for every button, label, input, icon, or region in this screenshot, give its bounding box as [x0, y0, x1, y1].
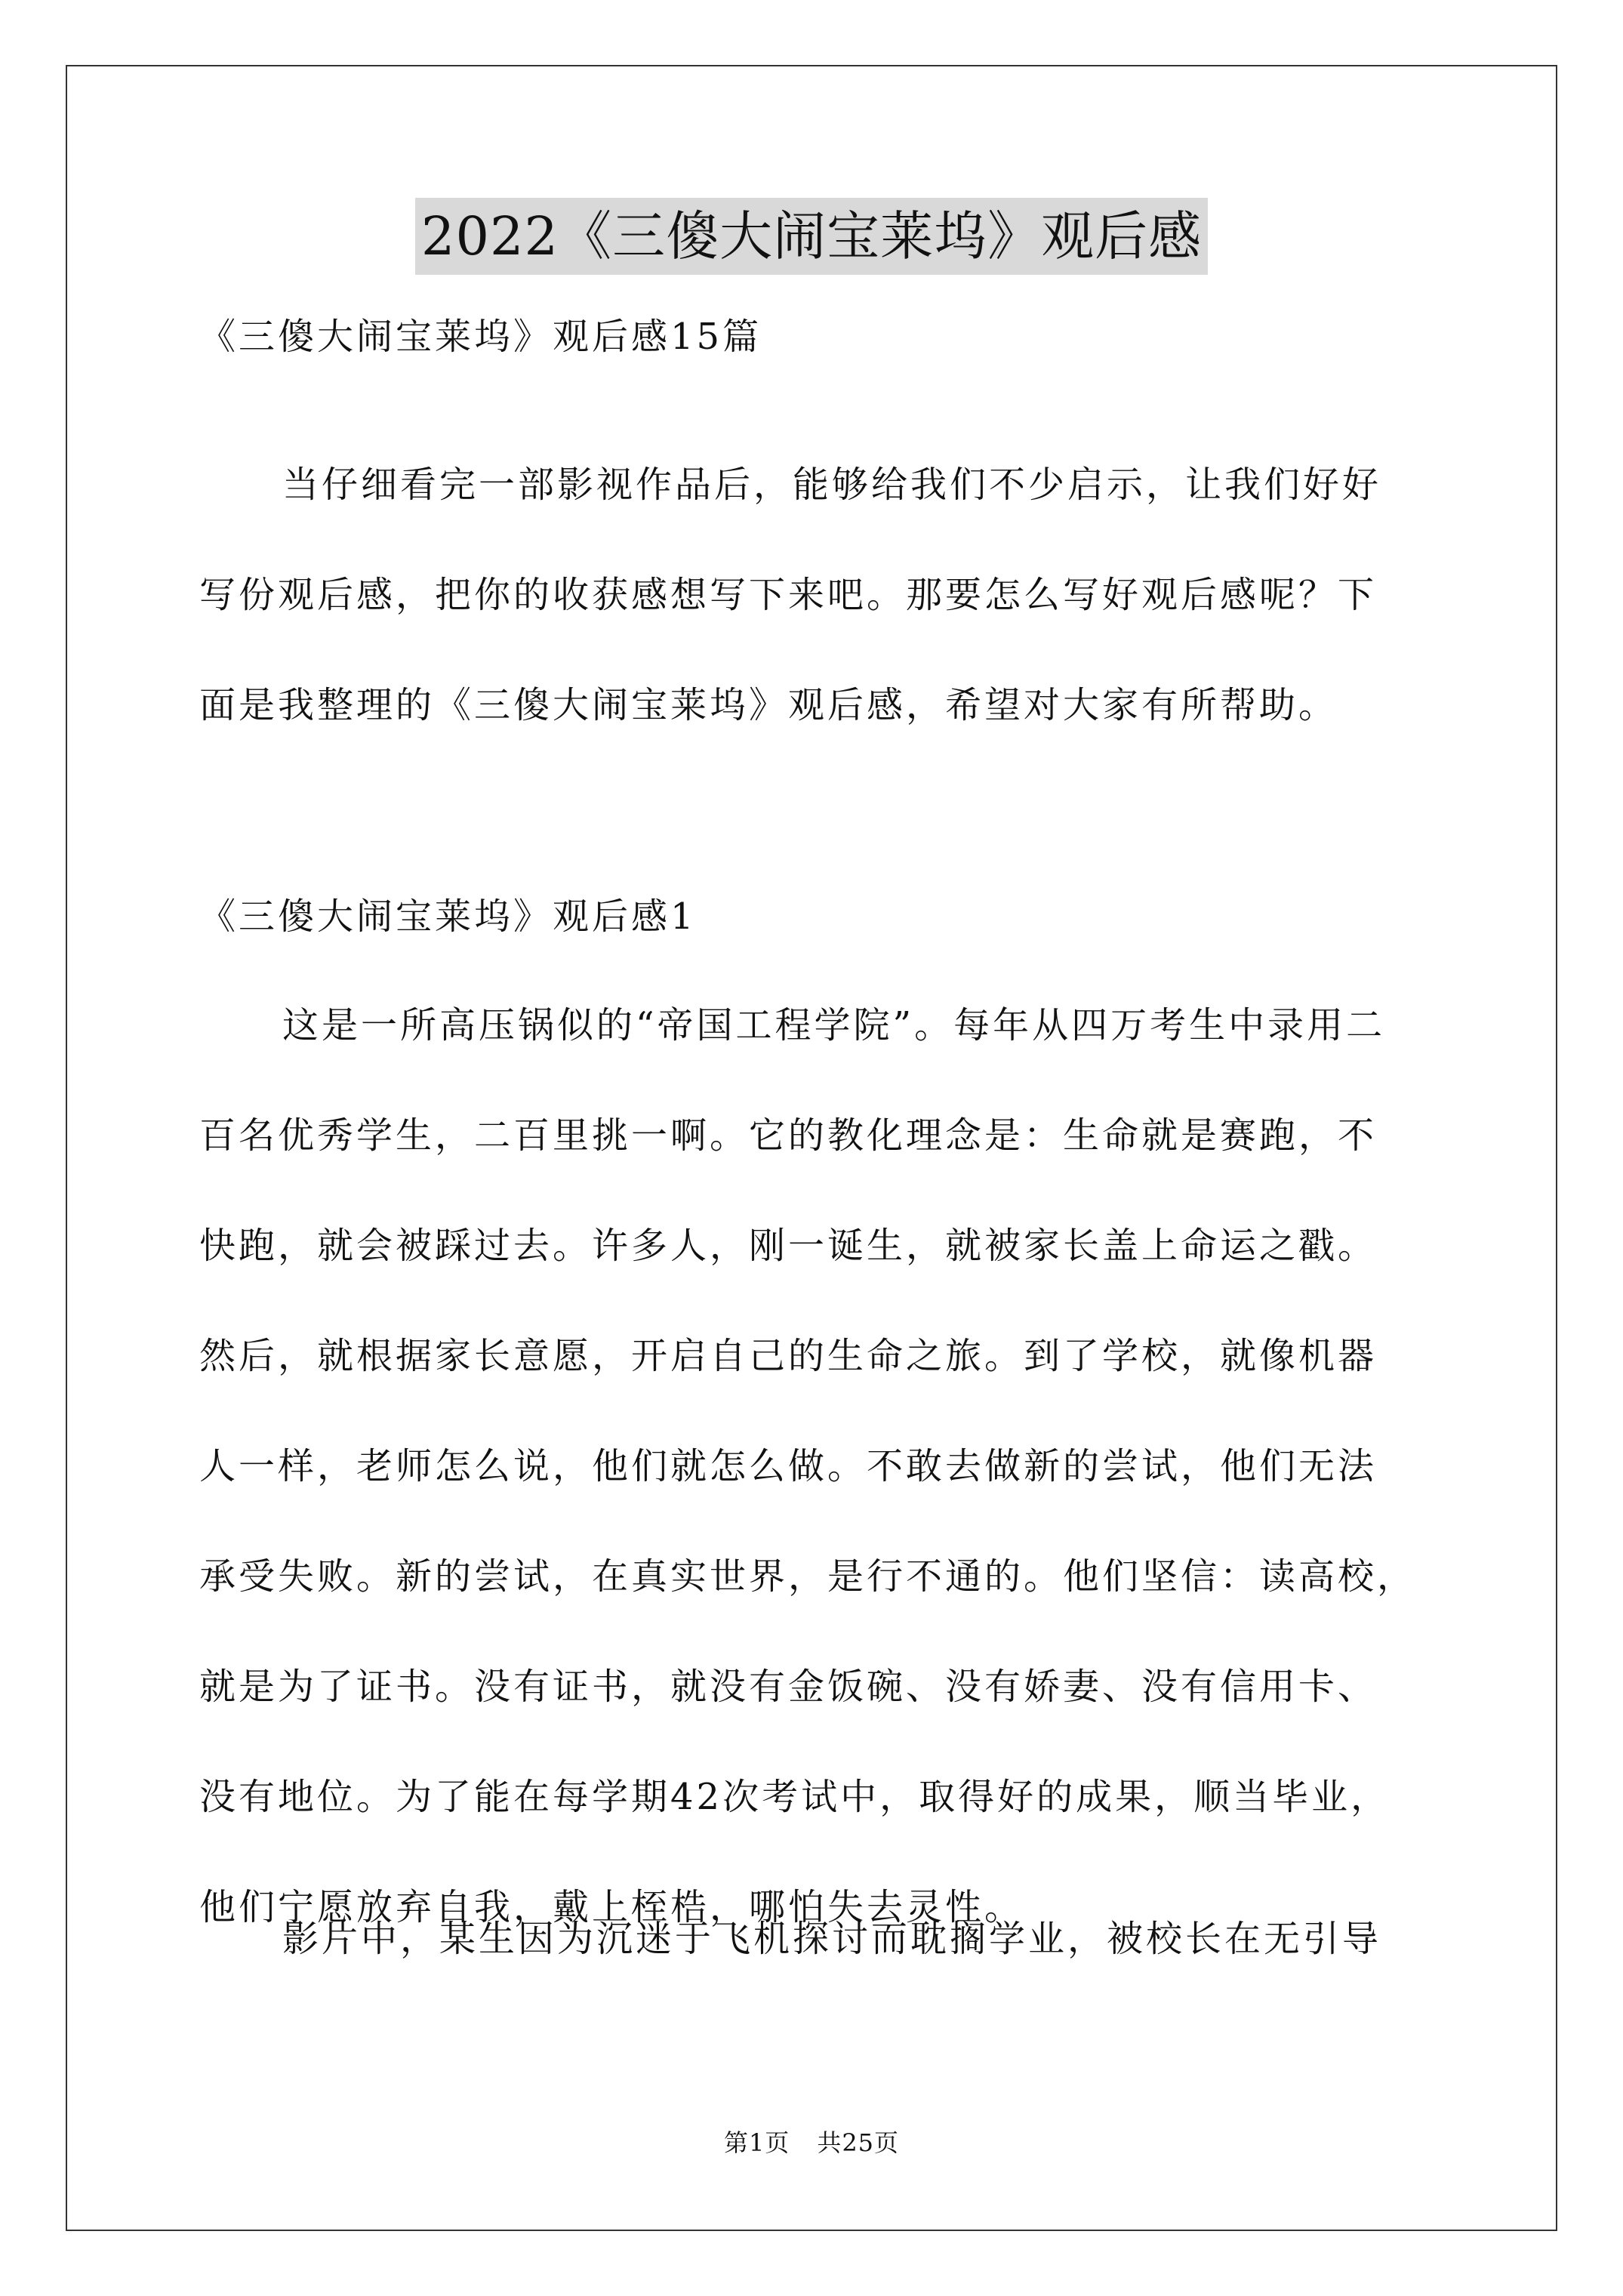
paragraph-line: 人一样，老师怎么说，他们就怎么做。不敢去做新的尝试，他们无法	[199, 1445, 1378, 1487]
paragraph-line: 承受失败。新的尝试，在真实世界，是行不通的。他们坚信：读高校，	[199, 1555, 1417, 1598]
title-wrap	[0, 198, 1623, 275]
paragraph-line: 然后，就根据家长意愿，开启自己的生命之旅。到了学校，就像机器	[199, 1335, 1378, 1377]
paragraph-line: 就是为了证书。没有证书，就没有金饭碗、没有娇妻、没有信用卡、	[199, 1666, 1378, 1708]
paragraph-line: 影片中，某生因为沉迷于飞机探讨而耽搁学业，被校长在无引导	[282, 1918, 1382, 1960]
intro-paragraph	[199, 456, 1437, 787]
page-footer	[0, 2126, 1623, 2159]
subtitle-text: 《三傻大闹宝莱坞》观后感15篇	[199, 316, 762, 358]
section-heading-text: 《三傻大闹宝莱坞》观后感1	[199, 895, 697, 938]
intro-line: 写份观后感，把你的收获感想写下来吧。那要怎么写好观后感呢？下	[199, 574, 1378, 616]
paragraph-line: 没有地位。为了能在每学期42次考试中，取得好的成果，顺当毕业，	[199, 1776, 1390, 1818]
paragraph-line: 这是一所高压锅似的“帝国工程学院”。每年从四万考生中录用二	[282, 1004, 1386, 1046]
paragraph-line: 快跑，就会被踩过去。许多人，刚一诞生，就被家长盖上命运之戳。	[199, 1225, 1378, 1267]
document-title: 2022《三傻大闹宝莱坞》观后感	[415, 198, 1208, 275]
page-total: 共25页	[817, 2128, 900, 2157]
paragraph-line: 他们宁愿放弃自我，戴上桎梏，哪怕失去灵性。	[199, 1886, 1024, 1928]
paragraph-1	[199, 997, 1437, 1989]
intro-line: 当仔细看完一部影视作品后，能够给我们不少启示，让我们好好	[282, 464, 1382, 506]
section-heading	[199, 888, 1437, 945]
intro-line: 面是我整理的《三傻大闹宝莱坞》观后感，希望对大家有所帮助。	[199, 684, 1338, 726]
paragraph-2	[199, 1910, 1437, 2020]
paragraph-line: 百名优秀学生，二百里挑一啊。它的教化理念是：生命就是赛跑，不	[199, 1114, 1378, 1157]
subtitle	[199, 308, 1437, 365]
page-number: 第1页	[723, 2128, 790, 2157]
